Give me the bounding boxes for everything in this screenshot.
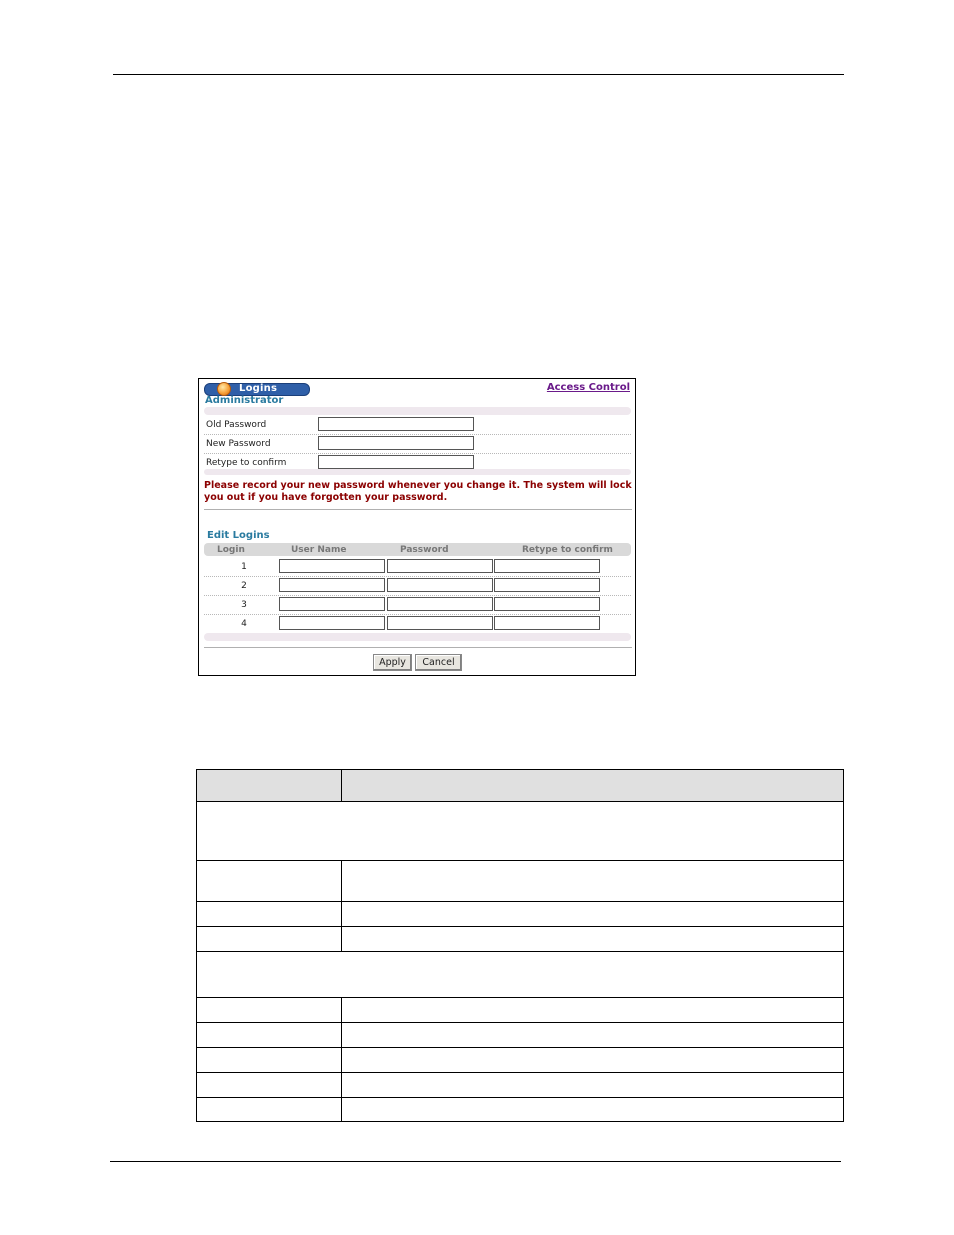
old-password-row xyxy=(204,416,631,435)
user-name-input[interactable] xyxy=(279,559,385,573)
field-description-table xyxy=(196,769,844,1122)
password-input[interactable] xyxy=(387,616,493,630)
table-cell xyxy=(342,1098,844,1122)
divider xyxy=(204,647,632,648)
table-header-row xyxy=(197,770,844,802)
table-row xyxy=(204,596,631,615)
footer-rule xyxy=(110,1161,841,1162)
table-cell xyxy=(197,1073,342,1098)
login-number: 2 xyxy=(241,581,247,591)
access-control-link[interactable]: Access Control xyxy=(546,382,630,393)
table-cell xyxy=(342,1048,844,1073)
table-row xyxy=(197,1098,844,1122)
table-header-cell xyxy=(197,770,342,802)
old-password-label: Old Password xyxy=(206,420,267,430)
table-cell xyxy=(197,1048,342,1073)
table-row xyxy=(204,577,631,596)
table-cell xyxy=(342,1023,844,1048)
retype-input[interactable] xyxy=(494,559,600,573)
password-input[interactable] xyxy=(387,559,493,573)
new-password-row xyxy=(204,435,631,454)
table-cell xyxy=(342,861,844,902)
retype-input[interactable] xyxy=(494,616,600,630)
user-name-input[interactable] xyxy=(279,578,385,592)
column-header-user-name: User Name xyxy=(291,545,347,555)
table-row xyxy=(197,952,844,998)
apply-button[interactable]: Apply xyxy=(373,654,412,671)
old-password-field[interactable] xyxy=(318,417,474,431)
edit-logins-heading: Edit Logins xyxy=(207,530,270,541)
logo-orb-icon xyxy=(217,382,231,396)
table-row xyxy=(197,902,844,927)
table-row xyxy=(204,558,631,577)
table-cell xyxy=(342,998,844,1023)
column-header-password: Password xyxy=(400,545,449,555)
new-password-field[interactable] xyxy=(318,436,474,450)
table-cell xyxy=(197,927,342,952)
column-header-login: Login xyxy=(217,545,245,555)
column-header-retype: Retype to confirm xyxy=(522,545,613,555)
password-input[interactable] xyxy=(387,597,493,611)
user-name-input[interactable] xyxy=(279,597,385,611)
table-cell xyxy=(342,927,844,952)
window-title: Logins xyxy=(239,383,278,394)
table-row xyxy=(197,802,844,861)
table-cell xyxy=(197,952,844,998)
table-row xyxy=(197,1073,844,1098)
cancel-button[interactable]: Cancel xyxy=(415,654,462,671)
retype-password-label: Retype to confirm xyxy=(206,458,287,468)
logins-screenshot xyxy=(198,378,636,676)
retype-input[interactable] xyxy=(494,578,600,592)
password-warning: Please record your new password whenever you change it. The system will lock you out if you have forgotten your password. xyxy=(204,480,632,503)
table-cell xyxy=(197,861,342,902)
login-number: 4 xyxy=(241,619,247,629)
header-rule xyxy=(113,74,844,75)
table-row xyxy=(197,927,844,952)
section-band xyxy=(204,407,631,415)
table-row xyxy=(197,861,844,902)
login-number: 1 xyxy=(241,562,247,572)
table-cell xyxy=(197,1023,342,1048)
table-cell xyxy=(197,902,342,927)
retype-password-field[interactable] xyxy=(318,455,474,469)
administrator-heading: Administrator xyxy=(205,395,284,406)
table-cell xyxy=(197,998,342,1023)
section-band xyxy=(204,469,631,475)
password-input[interactable] xyxy=(387,578,493,592)
table-cell xyxy=(197,1098,342,1122)
retype-input[interactable] xyxy=(494,597,600,611)
user-name-input[interactable] xyxy=(279,616,385,630)
table-row xyxy=(197,1048,844,1073)
table-header-cell xyxy=(342,770,844,802)
divider xyxy=(204,509,632,510)
table-cell xyxy=(342,902,844,927)
table-cell xyxy=(342,1073,844,1098)
table-row xyxy=(204,615,631,633)
table-row xyxy=(197,998,844,1023)
logins-table-header xyxy=(204,543,631,556)
login-number: 3 xyxy=(241,600,247,610)
section-band xyxy=(204,633,631,641)
table-cell xyxy=(197,802,844,861)
table-row xyxy=(197,1023,844,1048)
new-password-label: New Password xyxy=(206,439,271,449)
